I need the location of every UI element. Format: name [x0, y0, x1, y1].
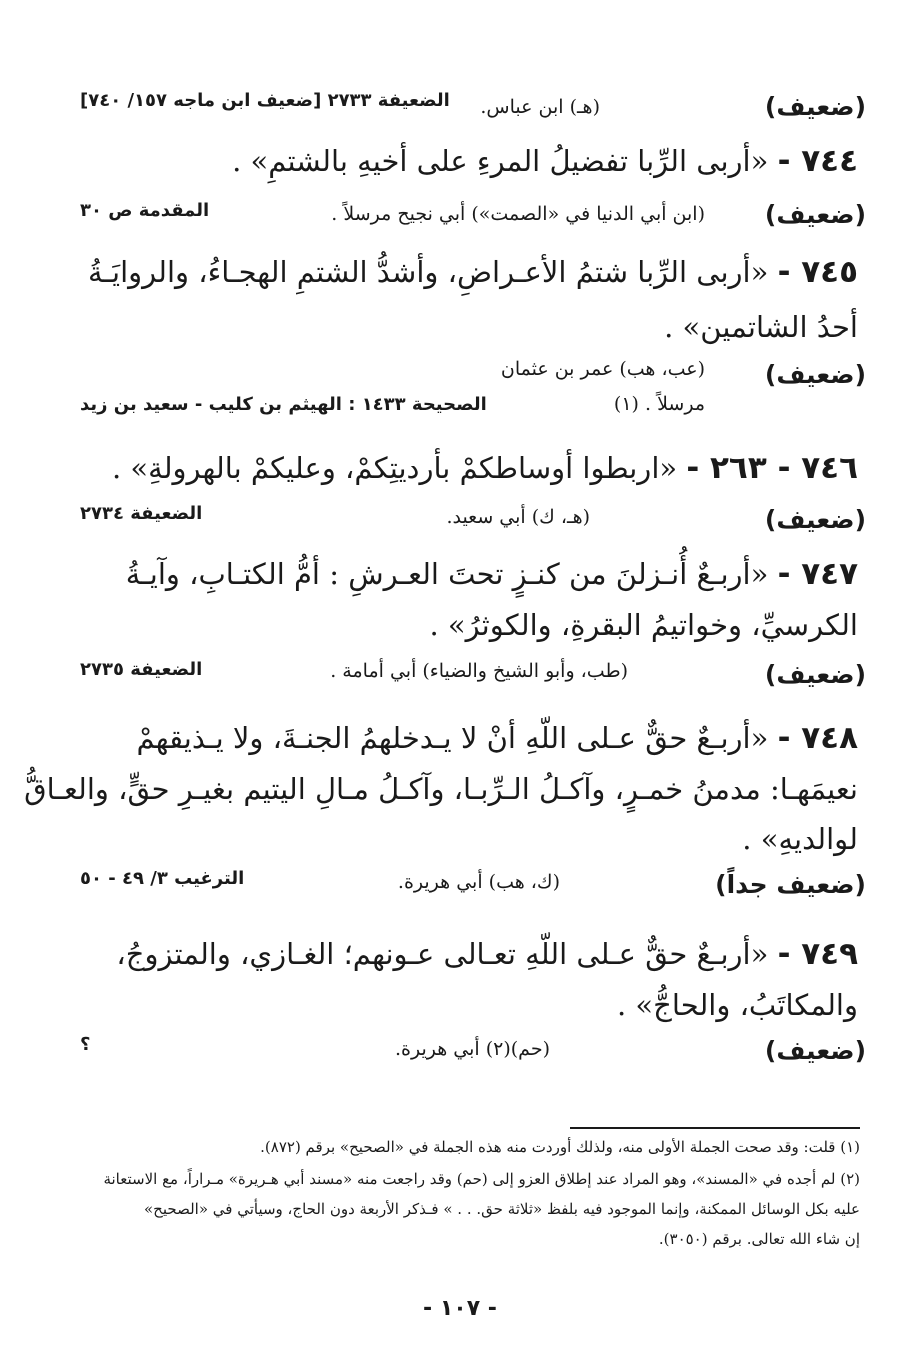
hadith-number: ٧٤٦ - ٢٦٣ - [686, 450, 858, 486]
grade-label: (ضعيف) [764, 200, 866, 229]
hadith-number: ٧٤٩ - [777, 936, 858, 972]
reference: المقدمة ص ٣٠ [80, 200, 210, 221]
reference: الترغيب ٣/ ٤٩ - ٥٠ [80, 868, 245, 889]
hadith-number: ٧٤٤ - [777, 143, 858, 179]
hadith-text: «أربى الرِّبا تفضيلُ المرءِ على أخيهِ بالشتمِ» . [232, 144, 769, 178]
grade-label: (ضعيف) [764, 505, 866, 534]
source-attribution: (عب، هب) عمر بن عثمان [500, 358, 705, 380]
reference: ؟ [80, 1034, 91, 1055]
footnote-2-cont: إن شاء الله تعالى. برقم (٣٠٥٠). [658, 1230, 860, 1248]
source-attribution: (ك، هب) أبي هريرة. [397, 871, 560, 893]
hadith-continuation: لوالديهِ» . [742, 822, 858, 856]
hadith-number: ٧٤٥ - [777, 254, 858, 290]
reference: الصحيحة ١٤٣٣ : الهيثم بن كليب - سعيد بن زيد [80, 394, 487, 415]
grade-label: (ضعيف) [764, 660, 866, 689]
hadith-text: «أربـعٌ أُنـزلنَ من كنـزٍ تحتَ العـرشِ : أمُّ الكتـابِ، وآيـةُ [125, 557, 769, 591]
source-attribution: (هـ، ك) أبي سعيد. [446, 506, 590, 528]
footnote-rule [570, 1127, 860, 1129]
hadith-continuation: نعيمَهـا: مدمنُ خمـرٍ، وآكـلُ الـرِّبـا، وآكـلُ مـالِ اليتيم بغيـرِ حقٍّ، والعـاقُّ [24, 772, 858, 806]
hadith-text: «أربـعٌ حقٌّ عـلى اللّهِ تعـالى عـونهم؛ الغـازي، والمتزوجُ، [116, 937, 769, 971]
grade-label: (ضعيف جداً) [715, 870, 866, 899]
hadith-748 [136, 720, 858, 756]
hadith-text: «اربطوا أوساطكمْ بأرديتِكمْ، وعليكمْ بالهرولةِ» . [111, 451, 678, 485]
grade-label: (ضعيف) [764, 360, 866, 389]
hadith-745 [88, 254, 858, 290]
source-attribution: (ابن أبي الدنيا في «الصمت») أبي نجيح مرسلاً . [331, 203, 705, 225]
source-attribution: (هـ) ابن عباس. [480, 96, 600, 118]
footnote-2-cont: عليه بكل الوسائل الممكنة، وإنما الموجود فيه بلفظ «ثلاثة حق. . . » فـذكر الأربعة دون الحاج، وسيأتي في «الصحيح» [144, 1200, 860, 1218]
reference: الضعيفة ٢٧٣٤ [80, 503, 203, 524]
hadith-749 [116, 936, 858, 972]
source-attribution-cont: مرسلاً . (١) [613, 393, 705, 415]
hadith-number: ٧٤٧ - [777, 556, 858, 592]
hadith-number: ٧٤٨ - [777, 720, 858, 756]
hadith-747 [126, 556, 858, 592]
hadith-continuation: والمكاتَبُ، والحاجُّ» . [617, 988, 858, 1022]
hadith-continuation: أحدُ الشاتمين» . [664, 310, 858, 344]
hadith-744 [232, 143, 858, 179]
grade-label: (ضعيف) [764, 1036, 866, 1065]
source-attribution: (طب، وأبو الشيخ والضياء) أبي أمامة . [330, 660, 628, 682]
hadith-text: «أربـعٌ حقٌّ عـلى اللّهِ أنْ لا يـدخلهمُ الجنـةَ، ولا يـذيقهمْ [136, 721, 769, 755]
reference: الضعيفة ٢٧٣٣ [ضعيف ابن ماجه ١٥٧/ ٧٤٠] [80, 90, 450, 111]
hadith-text: «أربى الرِّبا شتمُ الأعـراضِ، وأشدُّ الشتمِ الهجـاءُ، والروايَـةُ [87, 255, 769, 289]
footnote-1: (١) قلت: وقد صحت الجملة الأولى منه، ولذلك أوردت منه هذه الجملة في «الصحيح» برقم (٨٧٢). [260, 1138, 860, 1156]
footnote-2: (٢) لم أجده في «المسند»، وهو المراد عند إطلاق العزو إلى (حم) وقد راجعت منه «مسند أبي هـريرة» مـراراً، مع الاستعانة [103, 1170, 860, 1188]
page-number: - ١٠٧ - [423, 1296, 497, 1321]
source-attribution: (حم)(٢) أبي هريرة. [394, 1038, 550, 1060]
hadith-continuation: الكرسيِّ، وخواتيمُ البقرةِ، والكوثرُ» . [429, 608, 858, 642]
grade-label: (ضعيف) [764, 92, 866, 121]
hadith-746 [112, 450, 858, 486]
reference: الضعيفة ٢٧٣٥ [80, 659, 203, 680]
